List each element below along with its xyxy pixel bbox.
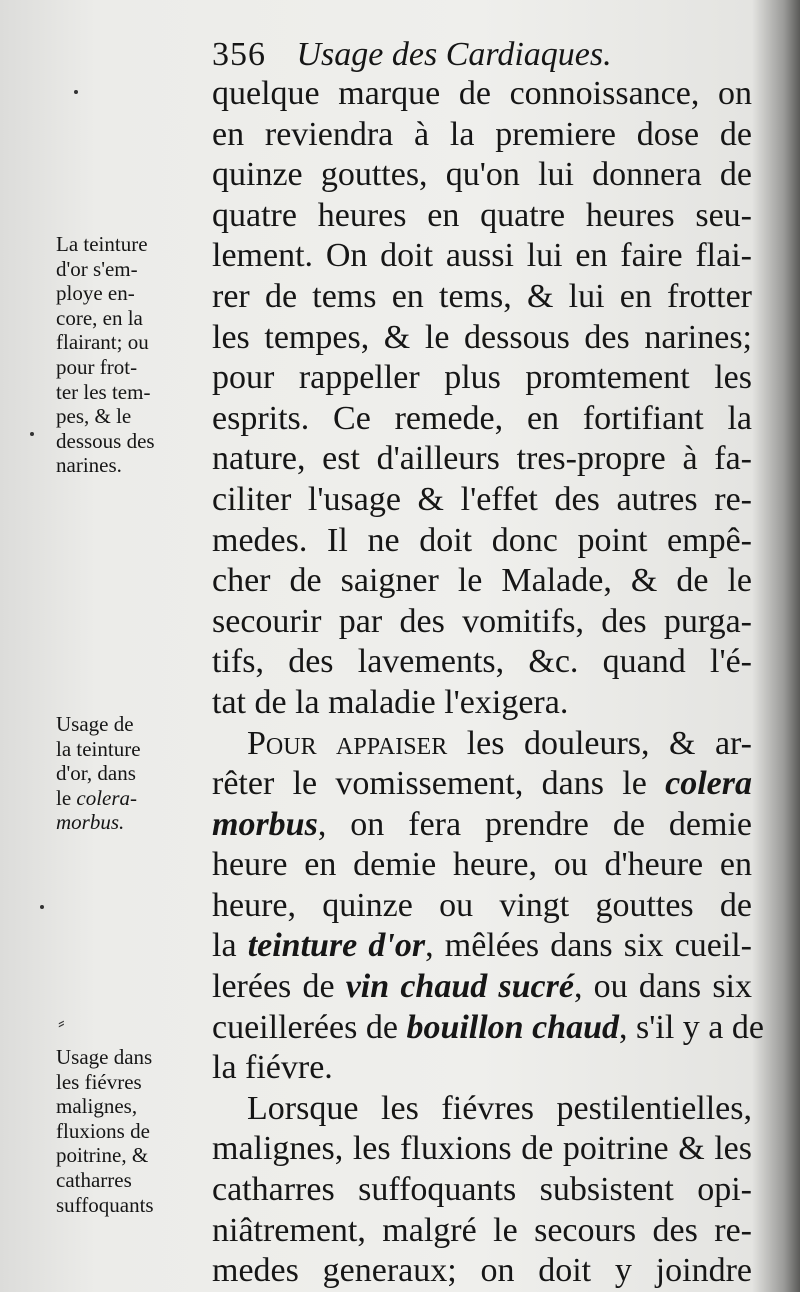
text-line: en reviendra à la premiere dose de xyxy=(212,115,752,153)
text-line: tifs, des lavements, &c. quand l'é- xyxy=(212,643,752,681)
margin-note-colera xyxy=(56,712,206,835)
note-line: narines. xyxy=(56,453,122,478)
text-line: rer de tems en tems, & lui en frotter xyxy=(212,277,752,315)
text-line: les tempes, & le dessous des narines; xyxy=(212,318,752,356)
text-span: , s'il y a de xyxy=(619,1008,764,1046)
text-span: , mêlées dans six cueil- xyxy=(425,927,753,965)
note-line: ter les tem- xyxy=(56,379,151,404)
paragraph-3 xyxy=(212,1089,752,1292)
note-line: dessous des xyxy=(56,428,155,453)
note-line: pour frot- xyxy=(56,354,138,379)
note-line: d'or, dans xyxy=(56,761,136,786)
text-line: quatre heures en quatre heures seu- xyxy=(212,196,752,234)
text-line: niâtrement, malgré le secours des re- xyxy=(212,1211,752,1249)
text-line xyxy=(212,764,752,805)
text-line: lement. On doit aussi lui en faire flai- xyxy=(212,237,752,275)
text-line: quelque marque de connoissance, on xyxy=(212,75,752,112)
paragraph-2 xyxy=(212,724,764,1089)
text-line: medes. Il ne doit donc point empê- xyxy=(212,521,752,559)
note-line: morbus. xyxy=(56,810,125,835)
text-line: medes generaux; on doit y joindre xyxy=(212,1252,752,1290)
text-line: heure en demie heure, ou d'heure en xyxy=(212,846,752,884)
text-line: nature, est d'ailleurs tres-propre à fa- xyxy=(212,440,752,478)
note-line: flairant; ou xyxy=(56,330,149,355)
note-line: fluxions de xyxy=(56,1118,150,1143)
note-line: core, en la xyxy=(56,305,143,330)
note-line xyxy=(56,786,206,811)
text-line xyxy=(212,724,752,765)
text-span: cueillerées de xyxy=(212,1008,407,1046)
text-span: rêter le vomissement, dans le xyxy=(212,765,666,803)
text-span: lerées de xyxy=(212,968,346,1006)
note-line: les fiévres xyxy=(56,1069,142,1094)
text-line: pour rappeller plus promtement les xyxy=(212,359,752,397)
text-line xyxy=(212,805,752,846)
italic-term: morbus xyxy=(212,805,318,843)
note-line: ploye en- xyxy=(56,281,135,306)
note-line: Usage dans xyxy=(56,1045,153,1069)
text-line: malignes, les fluxions de poitrine & les xyxy=(212,1130,752,1168)
text-span: les douleurs, & ar- xyxy=(447,724,752,762)
ink-speck xyxy=(30,432,34,436)
margin-note-teinture xyxy=(56,232,206,478)
text-line: quinze gouttes, qu'on lui donnera de xyxy=(212,156,752,194)
italic-term: vin chaud sucré xyxy=(345,968,574,1006)
note-line: la teinture xyxy=(56,736,141,761)
note-line: suffoquants xyxy=(56,1192,154,1217)
text-line: cher de saigner le Malade, & de le xyxy=(212,562,752,600)
text-line xyxy=(212,967,752,1008)
ink-dash: ⸗ xyxy=(58,1012,65,1034)
text-line: Lorsque les fiévres pestilentielles, xyxy=(247,1089,752,1127)
text-line: tat de la maladie l'exigera. xyxy=(212,683,569,721)
running-title: Usage des Cardiaques. xyxy=(296,36,612,73)
text-line: secourir par des vomitifs, des purga- xyxy=(212,602,752,640)
note-line: La teinture xyxy=(56,232,148,256)
note-line: d'or s'em- xyxy=(56,256,138,281)
italic-term: teinture d'or xyxy=(247,927,426,965)
note-italic: colera- xyxy=(76,785,138,810)
text-line xyxy=(212,1008,764,1049)
margin-note-fievres xyxy=(56,1045,206,1217)
main-text xyxy=(212,74,764,1292)
text-line: la fiévre. xyxy=(212,1049,333,1087)
note-span: le xyxy=(56,785,77,810)
italic-term: bouillon chaud xyxy=(406,1008,620,1046)
page-number: 356 xyxy=(212,36,266,73)
note-line: poitrine, & xyxy=(56,1143,149,1168)
text-line: heure, quinze ou vingt gouttes de xyxy=(212,886,752,924)
ink-speck xyxy=(74,90,78,94)
ink-speck xyxy=(40,905,44,909)
text-line: catharres suffoquants subsistent opi- xyxy=(212,1171,752,1209)
text-span: la xyxy=(212,927,248,965)
text-span: , on fera prendre de demie xyxy=(317,805,752,843)
text-line: ciliter l'usage & l'effet des autres re- xyxy=(212,480,752,518)
small-caps-opening: Pour appaiser xyxy=(247,724,448,762)
note-line: catharres xyxy=(56,1167,132,1192)
text-span: , ou dans six xyxy=(573,968,752,1006)
paragraph-1 xyxy=(212,74,752,724)
text-line xyxy=(212,926,752,967)
note-line: pes, & le xyxy=(56,404,132,429)
note-line: malignes, xyxy=(56,1094,138,1119)
running-header xyxy=(212,30,752,80)
italic-term: colera xyxy=(665,765,752,803)
note-line: Usage de xyxy=(56,712,134,736)
text-line: esprits. Ce remede, en fortifiant la xyxy=(212,399,752,437)
